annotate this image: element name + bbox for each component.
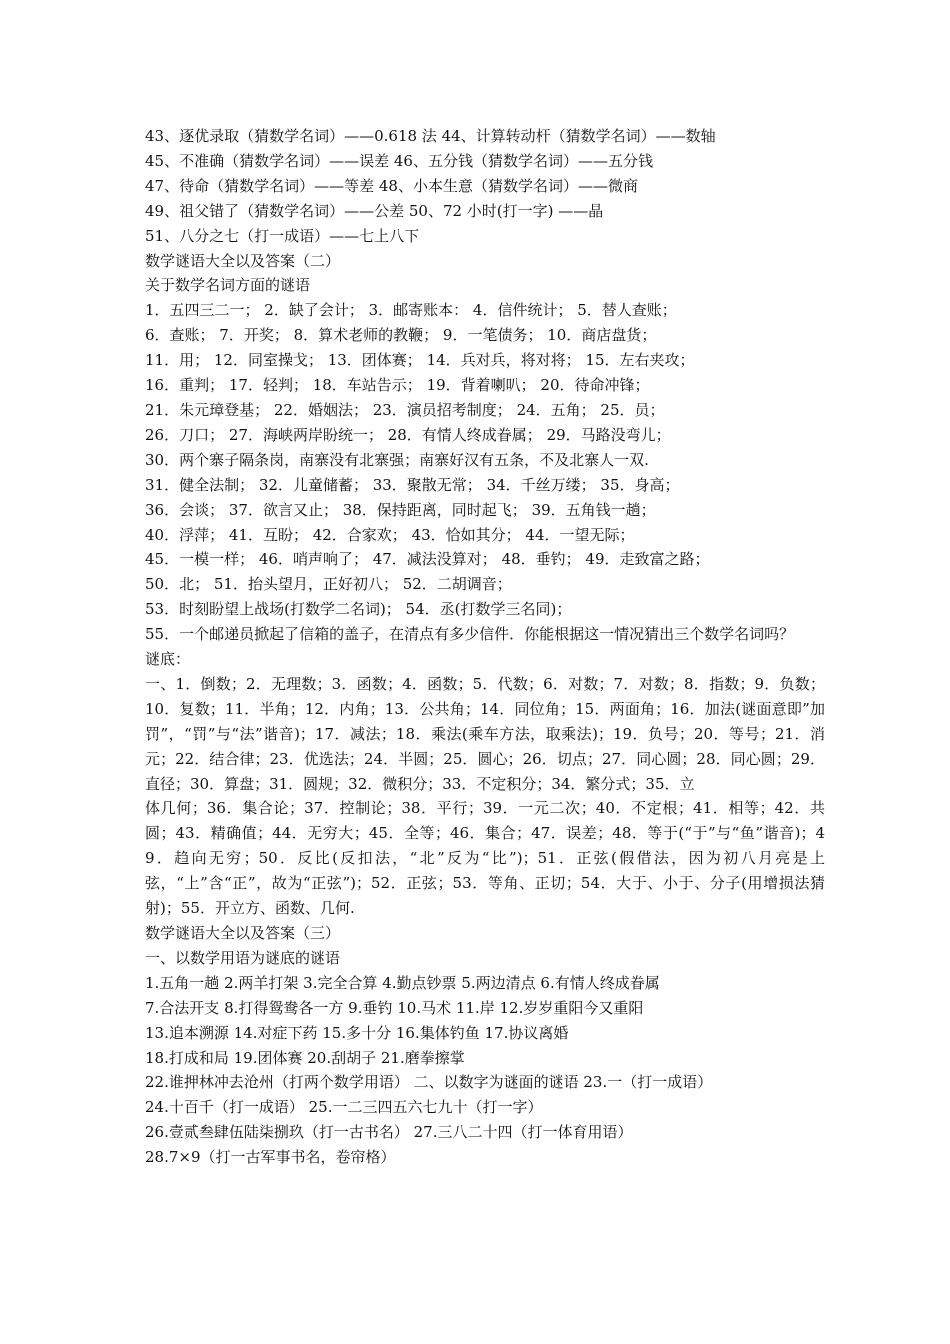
- riddle-list-line: 1．五四三二一； 2．缺了会计； 3．邮寄账本： 4．信件统计； 5．替人查账；: [145, 301, 677, 320]
- riddle-list-line: 18.打成和局 19.团体赛 20.刮胡子 21.磨拳擦掌: [145, 1048, 465, 1067]
- riddle-list-line: 1.五角一趟 2.两羊打架 3.完全合算 4.勤点钞票 5.两边清点 6.有情人终成眷属: [145, 973, 660, 992]
- riddle-list-line: 30．两个寨子隔条岗，南寨没有北寨强；南寨好汉有五条，不及北寨人一双.: [145, 450, 649, 469]
- section-heading-3: 数学谜语大全以及答案（三）: [145, 924, 341, 942]
- riddle-line-43-44: 43、逐优录取（猜数学名词）——0.618 法 44、计算转动杆（猜数学名词）——数轴: [145, 127, 716, 145]
- riddle-line-45-46: 45、不准确（猜数学名词）——误差 46、五分钱（猜数学名词）——五分钱: [145, 151, 653, 170]
- section-subheading-3: 一、以数学用语为谜底的谜语: [145, 948, 341, 967]
- riddle-list-line: 16．重判； 17．轻判； 18．车站告示； 19．背着喇叭； 20．待命冲锋；: [145, 376, 650, 395]
- riddle-list-line: 26．刀口； 27．海峡两岸盼统一； 28．有情人终成眷属； 29．马路没弯儿；: [145, 425, 671, 444]
- riddle-list-line: 53．时刻盼望上战场(打数学二名词)； 54．丞(打数学三名同)；: [145, 600, 572, 619]
- riddle-list-line: 50．北； 51．抬头望月，正好初八； 52．二胡调音；: [145, 575, 512, 594]
- riddle-list-line: 11．用； 12．同室操戈； 13．团体赛； 14．兵对兵，将对将； 15．左右夹攻；: [145, 351, 695, 370]
- riddle-line-49-50: 49、祖父错了（猜数学名词）——公差 50、72 小时(打一字) ——晶: [145, 201, 604, 220]
- riddle-list-line: 40．浮萍； 41．互盼； 42．合家欢； 43．恰如其分； 44．一望无际；: [145, 525, 635, 544]
- riddle-list-line: 24.十百千（打一成语） 25.一二三四五六七九十（打一字）: [145, 1098, 543, 1117]
- answers-paragraph-1: 一、1．倒数；2．无理数；3．函数；4．函数；5．代数；6．对数；7．对数；8．指数；9．负数；10．复数；11．半角；12．内角；13．公共角；14．同位角；15．两面角；16．加法(谜面意即”加罚”，“罚”与“法”谐音)；17．减法；18．乘法(乘车方法，取乘法)；19．负号；20．等号；21．消元；22．结合律；23．优选法；24．半圆；25．圆心；26．切点；27．同心圆；28．同心圆；29．直径；30．算盘；31．圆规；32．微积分；33．不定积分；34．繁分式；35．立: [145, 674, 825, 793]
- riddle-list-line: 31．健全法制； 32．儿童储蓄； 33．聚散无常； 34．千丝万缕； 35．身高；: [145, 475, 680, 494]
- riddle-line-51: 51、八分之七（打一成语）——七上八下: [145, 226, 420, 245]
- riddle-list-line: 26.壹贰叁肆伍陆柒捌玖（打一古书名） 27.三八二十四（打一体育用语）: [145, 1123, 633, 1142]
- answers-label: 谜底：: [145, 650, 191, 669]
- riddle-list-line: 22.谁押林冲去沧州（打两个数学用语） 二、以数字为谜面的谜语 23.一（打一成语）: [145, 1073, 713, 1092]
- section-subheading-2: 关于数学名词方面的谜语: [145, 276, 311, 295]
- riddle-line-47-48: 47、待命（猜数学名词）——等差 48、小本生意（猜数学名词）——微商: [145, 176, 638, 195]
- riddle-list-line: 6．查账； 7．开奖； 8．算术老师的教鞭； 9．一笔债务； 10．商店盘货；: [145, 326, 657, 345]
- answers-paragraph-2: 体几何；36．集合论；37．控制论；38．平行；39．一元二次；40．不定根；41．相等；42．共圆；43．精确值；44．无穷大；45．全等；46．集合；47．误差；48．等于(“于”与“鱼”谐音)；49．趋向无穷；50．反比(反扣法，“北”反为“比”)；51．正弦(假借法，因为初八月亮是上弦，“上”含“正”，故为“正弦”)；52．正弦；53．等角、正切；54．大于、小于、分子(用增损法猜射)；55．开立方、函数、几何.: [145, 799, 825, 918]
- riddle-list-line: 36．会谈； 37．欲言又止； 38．保持距离，同时起飞； 39．五角钱一趟；: [145, 500, 656, 519]
- riddle-55-paragraph: 55．一个邮递员掀起了信箱的盖子，在清点有多少信件．你能根据这一情况猜出三个数学名词吗？: [145, 625, 795, 644]
- riddle-list-line: 28.7×9（打一古军事书名，卷帘格）: [145, 1148, 396, 1167]
- riddle-list-line: 7.合法开支 8.打得鸳鸯各一方 9.垂钓 10.马术 11.岸 12.岁岁重阳今又重阳: [145, 998, 644, 1017]
- section-heading-2: 数学谜语大全以及答案（二）: [145, 251, 341, 270]
- riddle-list-line: 21．朱元璋登基； 22．婚姻法； 23．演员招考制度； 24．五角； 25．员；: [145, 400, 665, 419]
- riddle-list-line: 45．一模一样； 46．哨声响了； 47．减法没算对； 48．垂钓； 49．走致富之路；: [145, 550, 710, 569]
- riddle-list-line: 13.追本溯源 14.对症下药 15.多十分 16.集体钓鱼 17.协议离婚: [145, 1023, 569, 1042]
- document-body: [145, 124, 825, 1170]
